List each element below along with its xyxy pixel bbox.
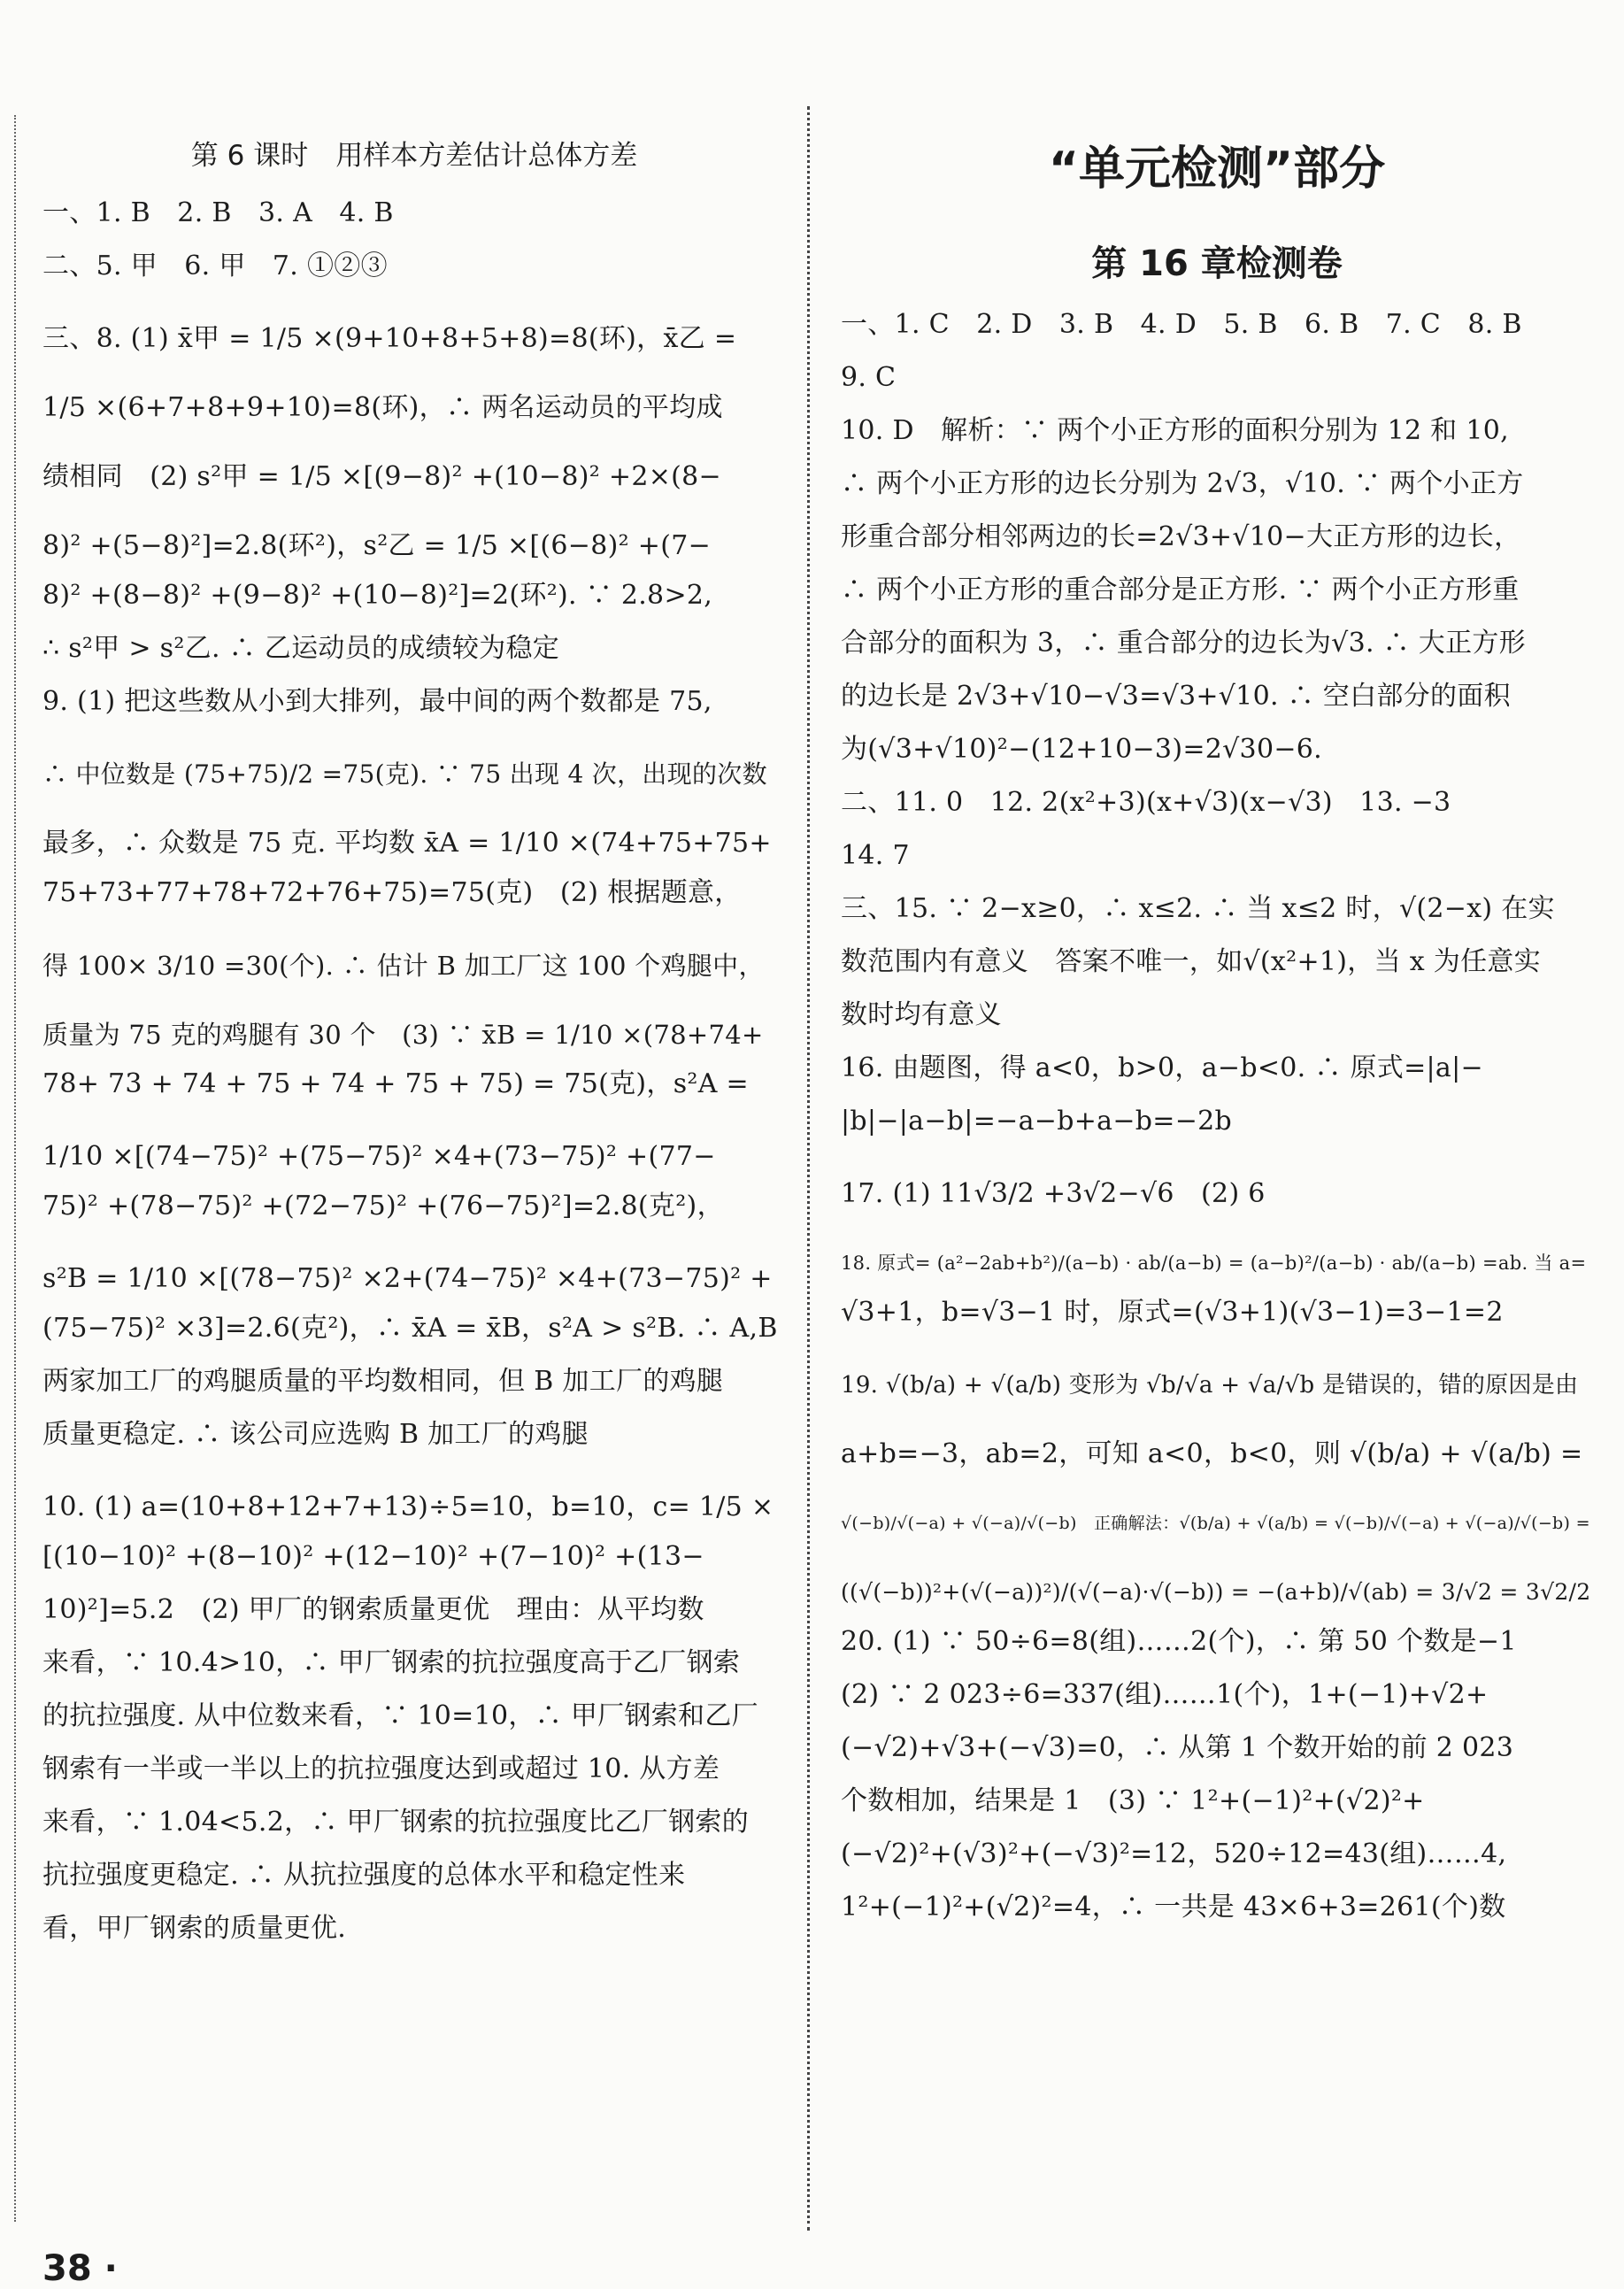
answer-line: 来看，∵ 1.04<5.2，∴ 甲厂钢索的抗拉强度比乙厂钢索的 [42,1807,750,1838]
answer-line: a+b=−3，ab=2，可知 a<0，b<0，则 √(b/a) + √(a/b) = [841,1438,1583,1469]
answer-line: (−√2)+√3+(−√3)=0，∴ 从第 1 个数开始的前 2 023 [841,1732,1514,1763]
answer-line: 1/10 ×[(74−75)² +(75−75)² ×4+(73−75)² +(77− [42,1141,716,1172]
answer-line: ∴ s²甲 > s²乙. ∴ 乙运动员的成绩较为稳定 [42,633,560,664]
left-answers [42,197,786,1969]
section-title: “单元检测”部分 [1048,143,1386,196]
answer-line: ∴ 两个小正方形的边长分别为 2√3，√10. ∵ 两个小正方 [841,468,1524,499]
answer-line: 78+ 73 + 74 + 75 + 74 + 75 + 75) = 75(克)，s²A = [42,1068,749,1099]
answer-line: 钢索有一半或一半以上的抗拉强度达到或超过 10. 从方差 [42,1753,720,1784]
answer-line: √3+1，b=√3−1 时，原式=(√3+1)(√3−1)=3−1=2 [841,1297,1504,1328]
column-divider [807,106,810,2231]
answer-line: 质量更稳定. ∴ 该公司应选购 B 加工厂的鸡腿 [42,1419,589,1450]
chapter-title: 第 16 章检测卷 [1091,243,1343,284]
answer-line: 19. √(b/a) + √(a/b) 变形为 √b/√a + √a/√b 是错误的，错的原因是由 [841,1372,1579,1399]
answer-line: |b|−|a−b|=−a−b+a−b=−2b [841,1106,1233,1137]
answer-line: 抗拉强度更稳定. ∴ 从抗拉强度的总体水平和稳定性来 [42,1860,686,1891]
answer-line: 个数相加，结果是 1 (3) ∵ 1²+(−1)²+(√2)²+ [841,1785,1425,1816]
page-number: 38 · [42,2248,118,2289]
answer-line: 10. D 解析：∵ 两个小正方形的面积分别为 12 和 10, [841,415,1509,446]
answer-line: (75−75)² ×3]=2.6(克²)，∴ x̄A = x̄B，s²A > s²B. ∴ A,B [42,1313,778,1344]
answer-line: 17. (1) 11√3/2 +3√2−√6 (2) 6 [841,1178,1266,1209]
answer-line: 三、15. ∵ 2−x≥0，∴ x≤2. ∴ 当 x≤2 时，√(2−x) 在实 [841,893,1555,924]
right-answers [841,309,1593,1947]
answer-line: 最多，∴ 众数是 75 克. 平均数 x̄A = 1/10 ×(74+75+75+ [42,828,772,859]
answer-line: √(−b)/√(−a) + √(−a)/√(−b) 正确解法：√(b/a) + √(a/b) = √(−b)/√(−a) + √(−a)/√(−b) = [841,1514,1590,1533]
answer-line: 三、8. (1) x̄甲 = 1/5 ×(9+10+8+5+8)=8(环)，x̄乙 = [42,323,737,354]
answer-line: 10)²]=5.2 (2) 甲厂的钢索质量更优 理由：从平均数 [42,1594,704,1625]
answer-line: 的抗拉强度. 从中位数来看，∵ 10=10，∴ 甲厂钢索和乙厂 [42,1700,758,1731]
answer-line: 数范围内有意义 答案不唯一，如√(x²+1)，当 x 为任意实 [841,946,1541,977]
answer-line: 数时均有意义 [841,999,1002,1030]
answer-line: 9. (1) 把这些数从小到大排列，最中间的两个数都是 75, [42,686,712,717]
answer-line: 为(√3+√10)²−(12+10−3)=2√30−6. [841,734,1322,765]
answer-line: 来看，∵ 10.4>10，∴ 甲厂钢索的抗拉强度高于乙厂钢索 [42,1647,741,1678]
answer-line: 一、1. C 2. D 3. B 4. D 5. B 6. B 7. C 8. B [841,309,1522,340]
answer-line: 8)² +(8−8)² +(9−8)² +(10−8)²]=2(环²). ∵ 2.8>2, [42,580,713,611]
answer-line: 形重合部分相邻两边的长=2√3+√10−大正方形的边长， [841,521,1521,552]
answer-line: 1/5 ×(6+7+8+9+10)=8(环)，∴ 两名运动员的平均成 [42,392,723,423]
answer-line: 一、1. B 2. B 3. A 4. B [42,197,394,228]
answer-line: 二、11. 0 12. 2(x²+3)(x+√3)(x−√3) 13. −3 [841,787,1451,818]
answer-line: 18. 原式= (a²−2ab+b²)/(a−b) · ab/(a−b) = (a−b)²/(a−b) · ab/(a−b) =ab. 当 a= [841,1252,1587,1274]
answer-line: 75+73+77+78+72+76+75)=75(克) (2) 根据题意， [42,877,742,908]
answer-line: ∴ 两个小正方形的重合部分是正方形. ∵ 两个小正方形重 [841,574,1520,605]
answer-line: 9. C [841,362,897,393]
answer-line: 8)² +(5−8)²]=2.8(环²)，s²乙 = 1/5 ×[(6−8)² +(7− [42,530,712,561]
answer-line: s²B = 1/10 ×[(78−75)² ×2+(74−75)² ×4+(73−75)² + [42,1263,773,1294]
answer-line: 二、5. 甲 6. 甲 7. ①②③ [42,250,388,281]
answer-line: 绩相同 (2) s²甲 = 1/5 ×[(9−8)² +(10−8)² +2×(8− [42,461,721,492]
answer-line: [(10−10)² +(8−10)² +(12−10)² +(7−10)² +(13− [42,1541,704,1572]
answer-line: ((√(−b))²+(√(−a))²)/(√(−a)·√(−b)) = −(a+b)/√(ab) = 3/√2 = 3√2/2 [841,1579,1591,1605]
answer-line: 10. (1) a=(10+8+12+7+13)÷5=10，b=10，c= 1/5 × [42,1491,774,1522]
answer-line: 75)² +(78−75)² +(72−75)² +(76−75)²]=2.8(克²)， [42,1191,724,1222]
answer-line: 20. (1) ∵ 50÷6=8(组)……2(个)，∴ 第 50 个数是−1 [841,1626,1517,1657]
answer-line: (2) ∵ 2 023÷6=337(组)……1(个)，1+(−1)+√2+ [841,1679,1489,1710]
answer-line: (−√2)²+(√3)²+(−√3)²=12，520÷12=43(组)……4, [841,1838,1507,1869]
answer-line: 得 100× 3/10 =30(个). ∴ 估计 B 加工厂这 100 个鸡腿中， [42,951,765,981]
left-margin-rule [14,115,16,2222]
answer-line: 两家加工厂的鸡腿质量的平均数相同，但 B 加工厂的鸡腿 [42,1366,724,1397]
answer-line: 1²+(−1)²+(√2)²=4，∴ 一共是 43×6+3=261(个)数 [841,1892,1506,1923]
answer-line: 16. 由题图，得 a<0，b>0，a−b<0. ∴ 原式=|a|− [841,1052,1483,1083]
lesson-title: 第 6 课时 用样本方差估计总体方差 [190,140,638,172]
answer-line: 14. 7 [841,840,910,871]
answer-line: 合部分的面积为 3，∴ 重合部分的边长为√3. ∴ 大正方形 [841,628,1526,659]
answer-line: ∴ 中位数是 (75+75)/2 =75(克). ∵ 75 出现 4 次，出现的次数 [42,759,767,789]
answer-line: 看，甲厂钢索的质量更优. [42,1913,347,1944]
answer-line: 的边长是 2√3+√10−√3=√3+√10. ∴ 空白部分的面积 [841,681,1511,712]
answer-line: 质量为 75 克的鸡腿有 30 个 (3) ∵ x̄B = 1/10 ×(78+74+ [42,1020,764,1050]
